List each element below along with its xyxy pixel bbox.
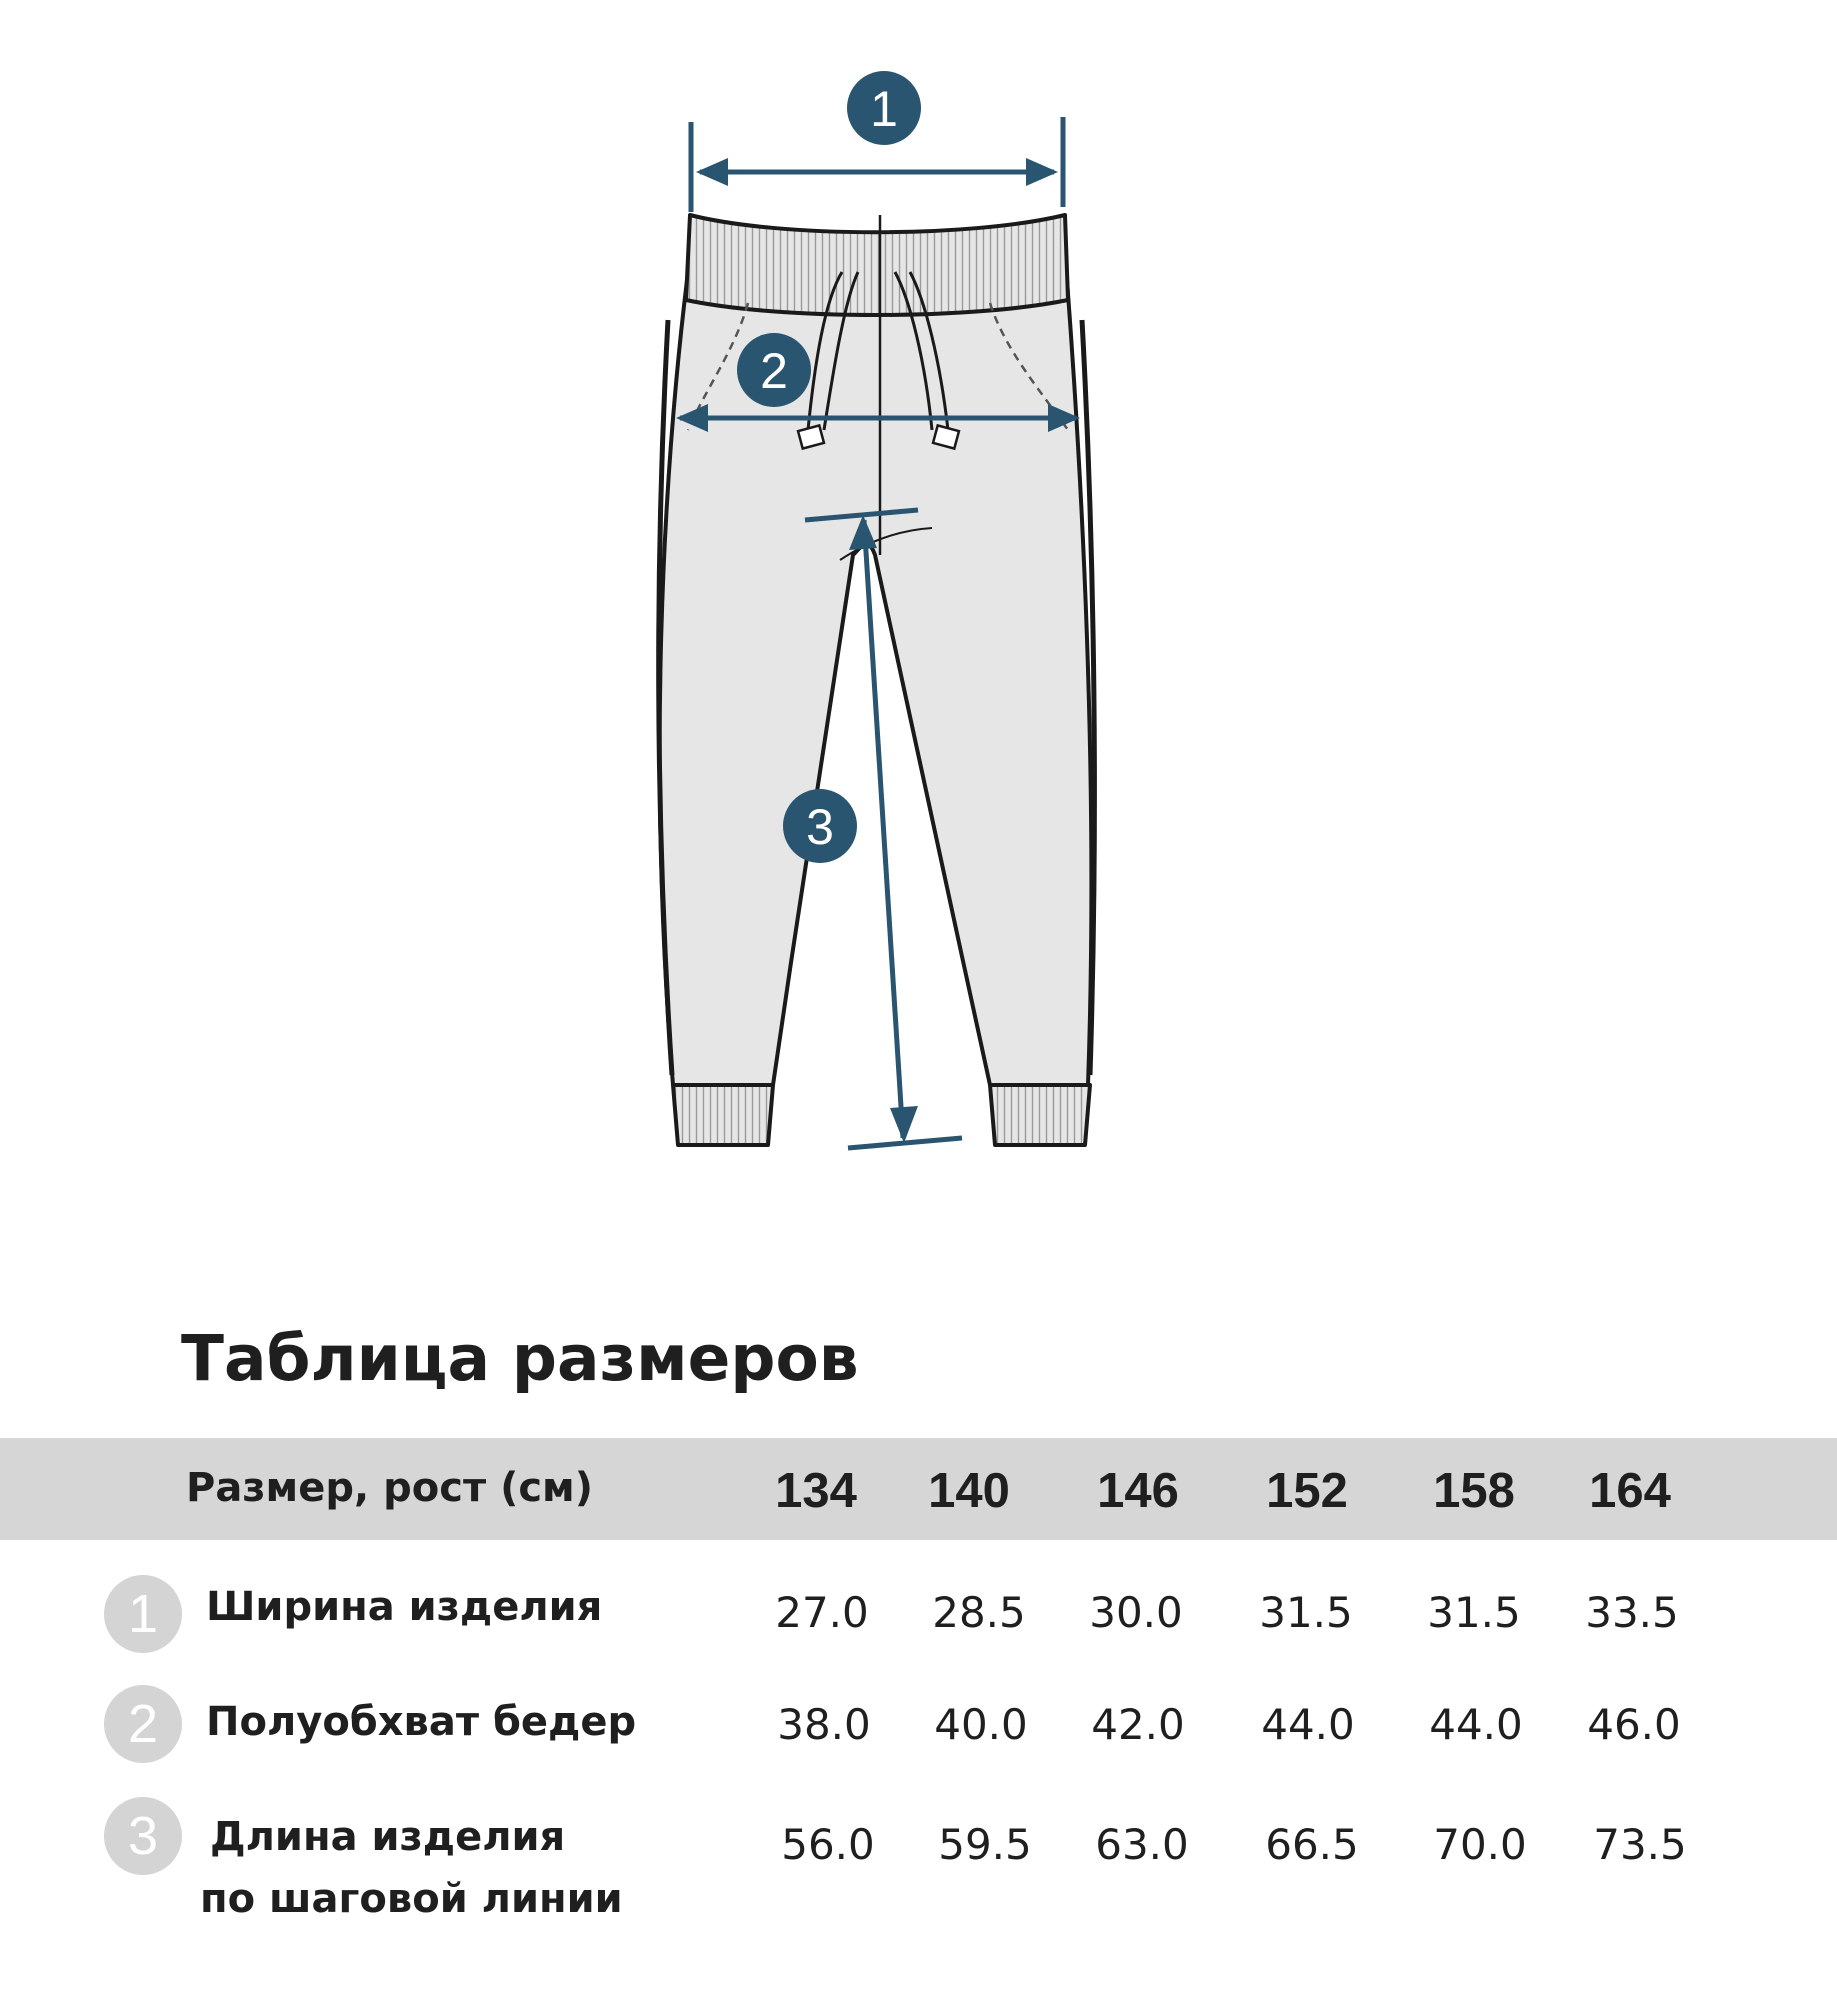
waistband [686, 215, 1068, 315]
size-header-158: 158 [1433, 1464, 1515, 1518]
table-cell: 70.0 [1433, 1820, 1527, 1869]
table-cell: 42.0 [1091, 1700, 1185, 1749]
row-number-badge: 3 [104, 1797, 182, 1875]
table-cell: 31.5 [1427, 1588, 1521, 1637]
size-header-label: Размер, рост (см) [186, 1465, 594, 1511]
table-cell: 44.0 [1261, 1700, 1355, 1749]
table-cell: 46.0 [1587, 1700, 1681, 1749]
width-marker-badge [847, 71, 921, 145]
width-marker-label: 1 [870, 81, 898, 137]
row-label-inseam-line1: Длина изделия [210, 1814, 566, 1860]
table-cell: 73.5 [1593, 1820, 1687, 1869]
size-header-140: 140 [928, 1464, 1010, 1518]
row-number-badge: 2 [104, 1685, 182, 1763]
size-header-152: 152 [1266, 1464, 1348, 1518]
table-cell: 63.0 [1095, 1820, 1189, 1869]
left-cuff [673, 1085, 773, 1145]
table-cell: 31.5 [1259, 1588, 1353, 1637]
row-label-hip: Полуобхват бедер [206, 1699, 637, 1745]
table-cell: 66.5 [1265, 1820, 1359, 1869]
table-cell: 44.0 [1429, 1700, 1523, 1749]
row-label-inseam-line2: по шаговой линии [200, 1876, 623, 1922]
table-cell: 56.0 [781, 1820, 875, 1869]
right-cuff [990, 1085, 1090, 1145]
row-label-width: Ширина изделия [206, 1584, 603, 1630]
table-cell: 38.0 [777, 1700, 871, 1749]
table-cell: 59.5 [938, 1820, 1032, 1869]
table-title: Таблица размеров [181, 1322, 859, 1395]
table-cell: 27.0 [775, 1588, 869, 1637]
table-cell: 28.5 [932, 1588, 1026, 1637]
table-cell: 40.0 [934, 1700, 1028, 1749]
hip-marker-label: 2 [760, 343, 788, 399]
table-cell: 30.0 [1089, 1588, 1183, 1637]
hip-marker-badge [737, 333, 811, 407]
table-cell: 33.5 [1585, 1588, 1679, 1637]
inseam-marker-badge [783, 789, 857, 863]
size-header-146: 146 [1097, 1464, 1179, 1518]
size-header-164: 164 [1589, 1464, 1671, 1518]
row-number-badge: 1 [104, 1575, 182, 1653]
inseam-marker-label: 3 [806, 799, 834, 855]
size-header-134: 134 [775, 1464, 857, 1518]
